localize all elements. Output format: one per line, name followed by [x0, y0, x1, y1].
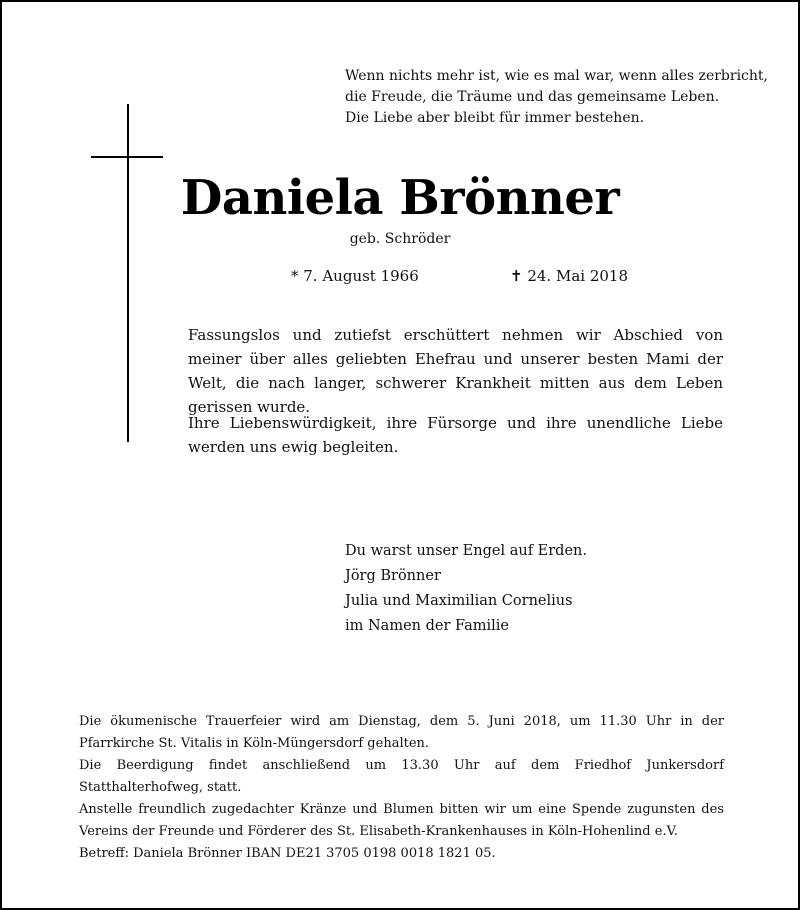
- family-signature: [345, 539, 587, 639]
- closing-line: Du warst unser Engel auf Erden.: [345, 543, 587, 559]
- burial-info: Die Beerdigung findet anschließend um 13.30 Uhr auf dem Friedhof Junkersdorf Statthalterhofweg, statt.: [79, 758, 724, 795]
- tribute-paragraph: Ihre Liebenswürdigkeit, ihre Fürsorge und ihre unendliche Liebe werden uns ewig begleiten.: [188, 414, 723, 456]
- signer-note: im Namen der Familie: [345, 618, 509, 634]
- signer-name: Julia und Maximilian Cornelius: [345, 593, 573, 609]
- bank-reference: Betreff: Daniela Brönner IBAN DE21 3705 0198 0018 1821 05.: [79, 846, 496, 861]
- poem-line: Wenn nichts mehr ist, wie es mal war, wenn alles zerbricht,: [345, 68, 768, 84]
- farewell-paragraph: Fassungslos und zutiefst erschüttert nehmen wir Abschied von meiner über alles geliebten Ehefrau und unserer besten Mami der Welt, die nach langer, schwerer Krankheit mitten aus dem Leben gerissen wurde.: [188, 326, 723, 416]
- poem-line: die Freude, die Träume und das gemeinsame Leben.: [345, 89, 720, 105]
- maiden-name: geb. Schröder: [349, 231, 451, 247]
- signer-name: Jörg Brönner: [345, 568, 441, 584]
- donation-request: Anstelle freundlich zugedachter Kränze und Blumen bitten wir um eine Spende zugunsten des Vereins der Freunde und Förderer des St. Elisabeth-Krankenhauses in Köln-Hohenlind e.V.: [79, 802, 724, 839]
- service-information: [79, 711, 724, 865]
- death-date: ✝ 24. Mai 2018: [510, 267, 629, 285]
- deceased-name: Daniela Brönner: [180, 170, 620, 226]
- poem-verse: [345, 66, 768, 129]
- birth-date: * 7. August 1966: [291, 267, 419, 285]
- cross-vertical-bar: [127, 104, 129, 442]
- memorial-service-info: Die ökumenische Trauerfeier wird am Dienstag, dem 5. Juni 2018, um 11.30 Uhr in der Pfarrkirche St. Vitalis in Köln-Müngersdorf gehalten.: [79, 714, 724, 751]
- cross-horizontal-bar: [91, 156, 163, 158]
- poem-line: Die Liebe aber bleibt für immer bestehen.: [345, 110, 645, 126]
